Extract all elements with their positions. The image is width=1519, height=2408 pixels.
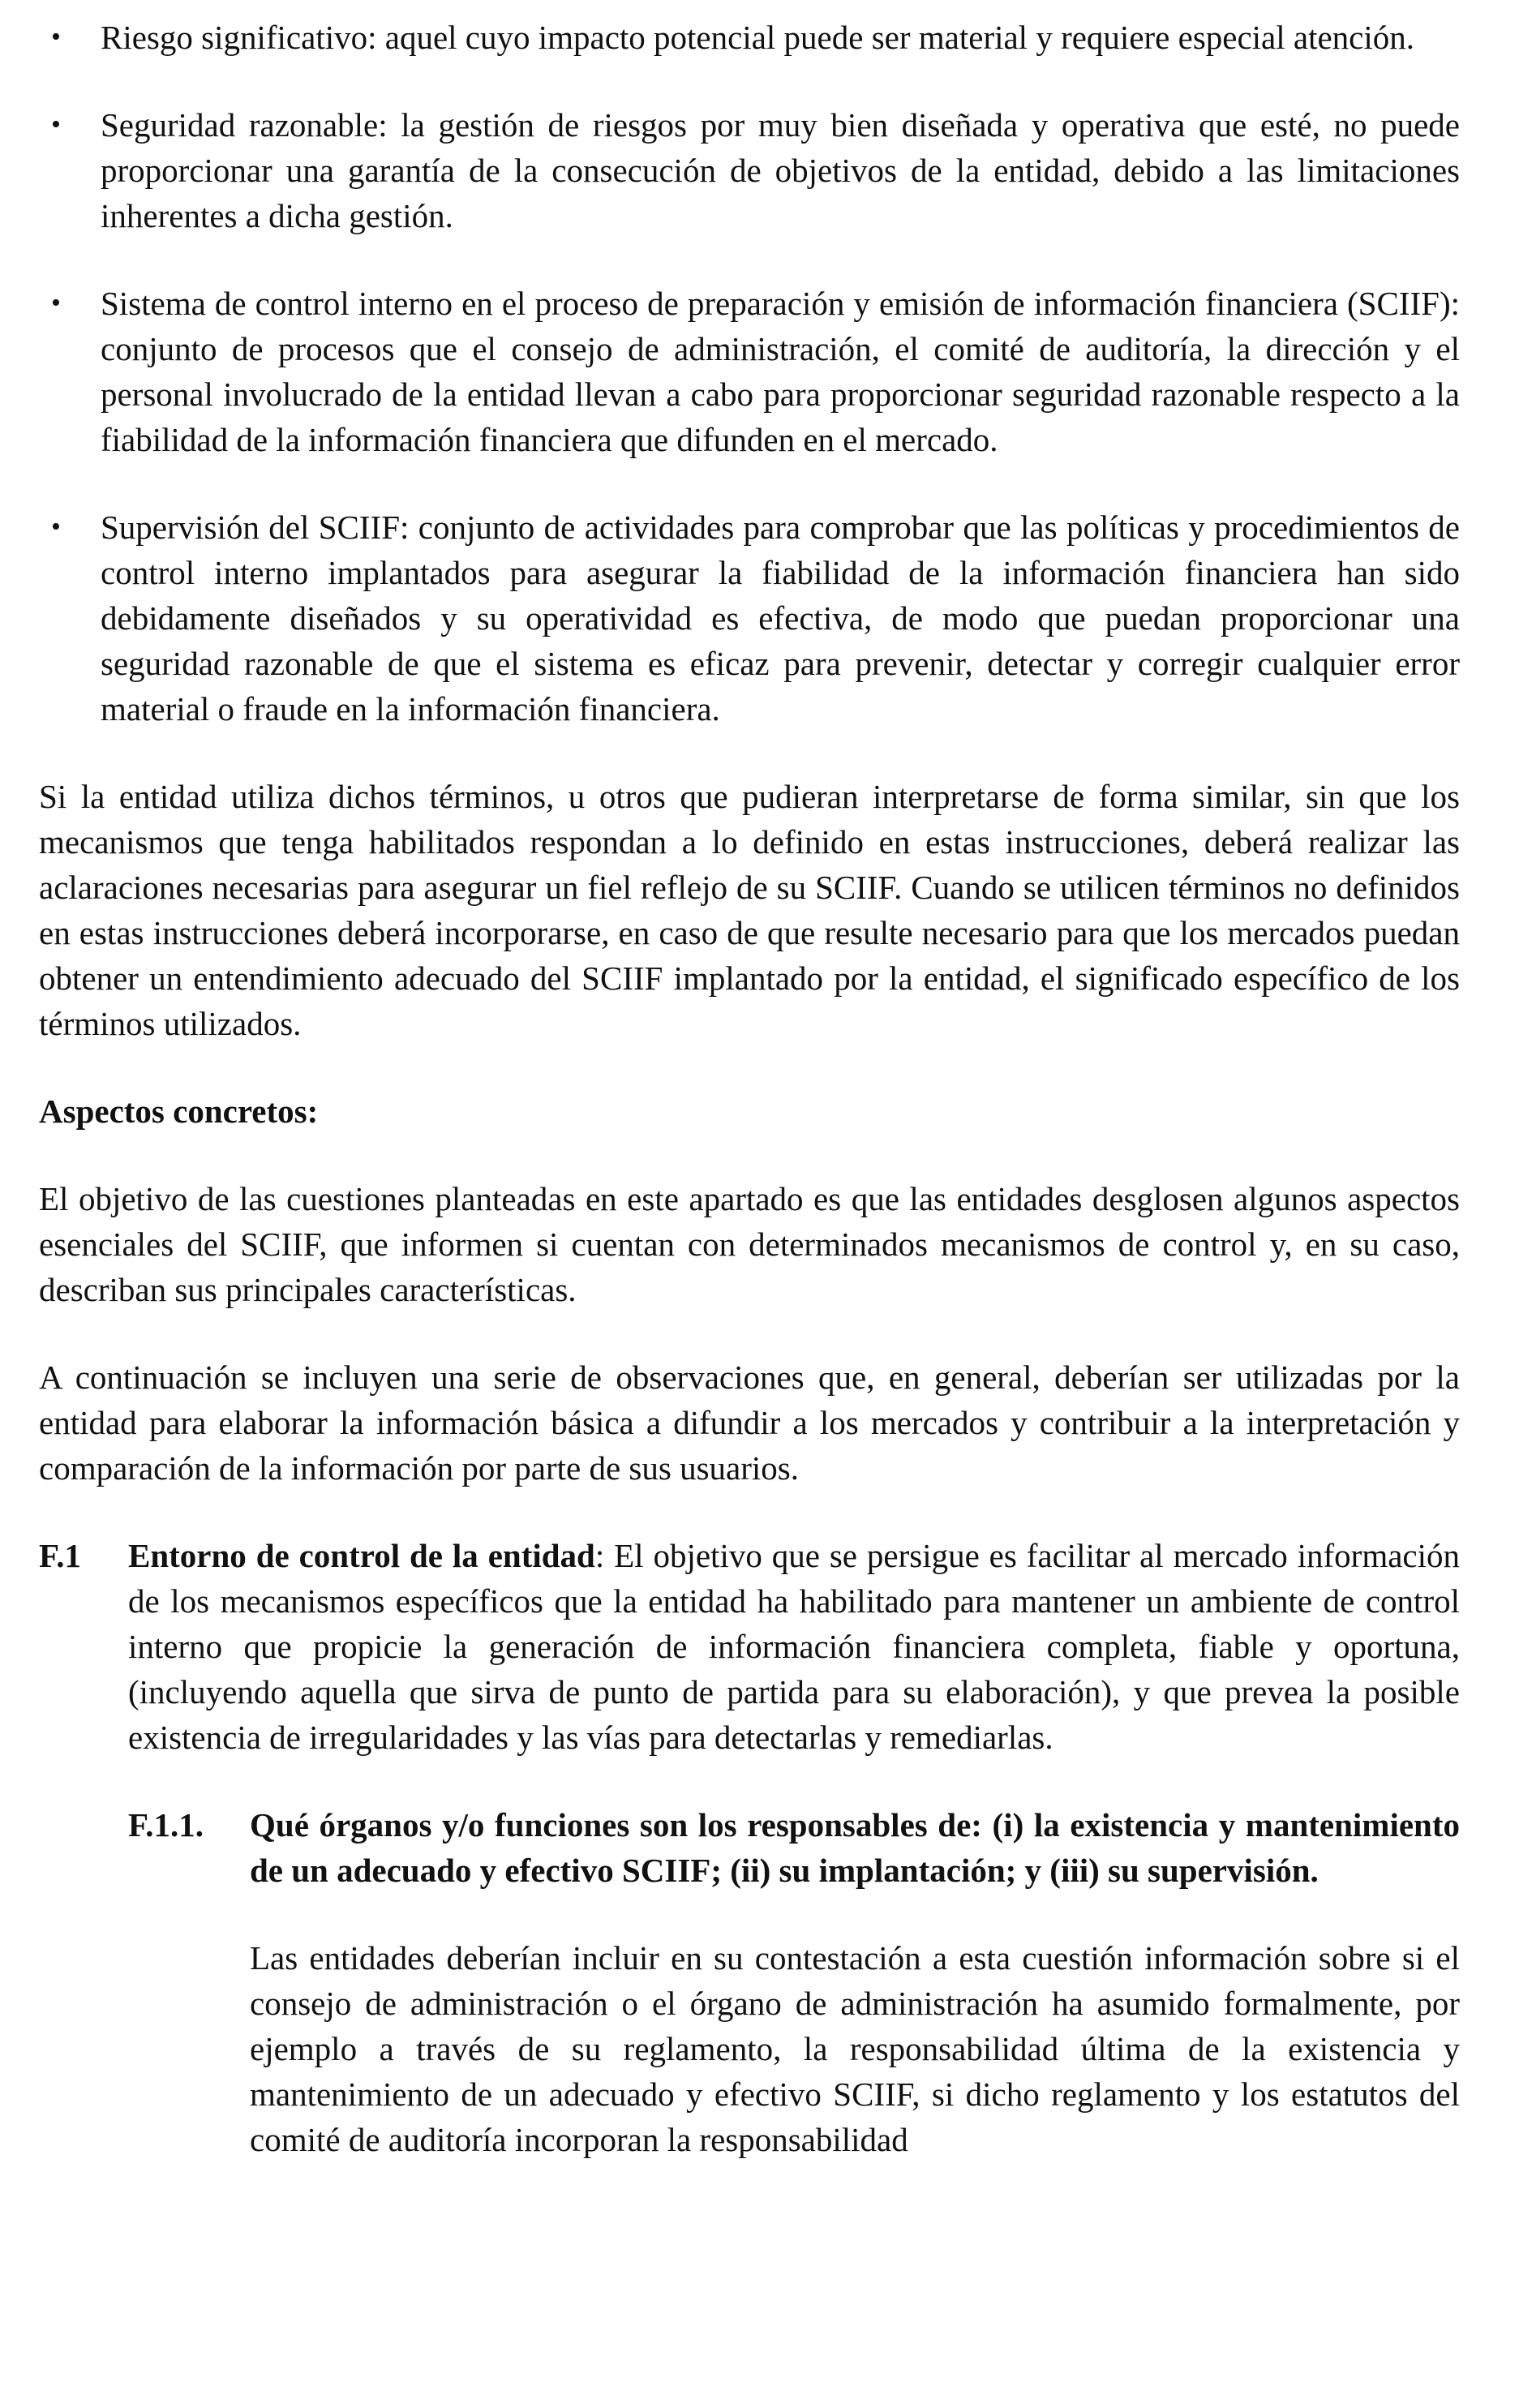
document-page bbox=[39, 15, 1460, 2204]
heading-aspectos-concretos: Aspectos concretos: bbox=[39, 1092, 319, 1130]
bullet-icon: • bbox=[51, 288, 61, 318]
definition-seguridad-razonable: Seguridad razonable: la gestión de riesgos por muy bien diseñada y operativa que esté, no puede proporcionar una garantía de la consecución de objetivos de la entidad, debido a las limitaciones inherentes a dicha gestión. bbox=[101, 106, 1460, 234]
section-body: : El objetivo que se persigue es facilitar al mercado información de los mecanismos específicos que la entidad ha habilitado para mantener un ambiente de control interno que propicie la generación de información financiera completa, fiable y oportuna, (incluyendo aquella que sirva de punto de partida para su elaboración), y que prevea la posible existencia de irregularidades y las vías para detectarlas y remediarlas. bbox=[128, 1537, 1460, 1756]
bullet-icon: • bbox=[51, 109, 61, 140]
bullet-icon: • bbox=[51, 22, 61, 52]
section-number: F.1 bbox=[39, 1537, 82, 1574]
section-text bbox=[128, 1533, 1460, 1760]
paragraph-objetivo: El objetivo de las cuestiones planteadas en este apartado es que las entidades desglosen algunos aspectos esenciales del SCIIF, que informen si cuentan con determinados mecanismos de control y, en su caso, describan sus principales características. bbox=[39, 1180, 1460, 1308]
list-item bbox=[39, 15, 1460, 60]
list-item bbox=[39, 281, 1460, 462]
section-title: Entorno de control de la entidad bbox=[128, 1537, 595, 1574]
subsection-body: Las entidades deberían incluir en su contestación a esta cuestión información sobre si el consejo de administración o el órgano de administración ha asumido formalmente, por ejemplo a través de su reglamento, la responsabilidad última de la existencia y mantenimiento de un adecuado y efectivo SCIIF, si dicho reglamento y los estatutos del comité de auditoría incorporan la responsabilidad bbox=[250, 1939, 1460, 2158]
list-item bbox=[39, 504, 1460, 732]
definition-riesgo-significativo: Riesgo significativo: aquel cuyo impacto potencial puede ser material y requiere especial atención. bbox=[101, 19, 1415, 56]
list-item bbox=[39, 102, 1460, 238]
section-f1 bbox=[39, 1533, 1460, 1760]
definition-sciif: Sistema de control interno en el proceso de preparación y emisión de información financiera (SCIIF): conjunto de procesos que el consejo de administración, el comité de auditoría, la dirección y el personal involucrado de la entidad llevan a cabo para proporcionar seguridad razonable respecto a la fiabilidad de la información financiera que difunden en el mercado. bbox=[101, 285, 1460, 458]
paragraph-observaciones: A continuación se incluyen una serie de observaciones que, en general, deberían ser utilizadas por la entidad para elaborar la información básica a difundir a los mercados y contribuir a la interpretación y comparación de la información por parte de sus usuarios. bbox=[39, 1359, 1460, 1487]
definitions-list bbox=[39, 15, 1460, 732]
definition-supervision-sciif: Supervisión del SCIIF: conjunto de actividades para comprobar que las políticas y procedimientos de control interno implantados para asegurar la fiabilidad de la información financiera han sido debidamente diseñados y su operatividad es efectiva, de modo que puedan proporcionar una seguridad razonable de que el sistema es eficaz para prevenir, detectar y corregir cualquier error material o fraude en la información financiera. bbox=[101, 509, 1460, 728]
bullet-icon: • bbox=[51, 512, 61, 542]
subsection-title: Qué órganos y/o funciones son los responsables de: (i) la existencia y mantenimiento de un adecuado y efectivo SCIIF; (ii) su implantación; y (iii) su supervisión. bbox=[250, 1806, 1460, 1889]
paragraph-terms: Si la entidad utiliza dichos términos, u otros que pudieran interpretarse de forma similar, sin que los mecanismos que tenga habilitados respondan a lo definido en estas instrucciones, deberá realizar las aclaraciones necesarias para asegurar un fiel reflejo de su SCIIF. Cuando se utilicen términos no definidos en estas instrucciones deberá incorporarse, en caso de que resulte necesario para que los mercados puedan obtener un entendimiento adecuado del SCIIF implantado por la entidad, el significado específico de los términos utilizados. bbox=[39, 778, 1460, 1042]
section-f1-1 bbox=[128, 1802, 1460, 1893]
subsection-number: F.1.1. bbox=[128, 1806, 204, 1844]
